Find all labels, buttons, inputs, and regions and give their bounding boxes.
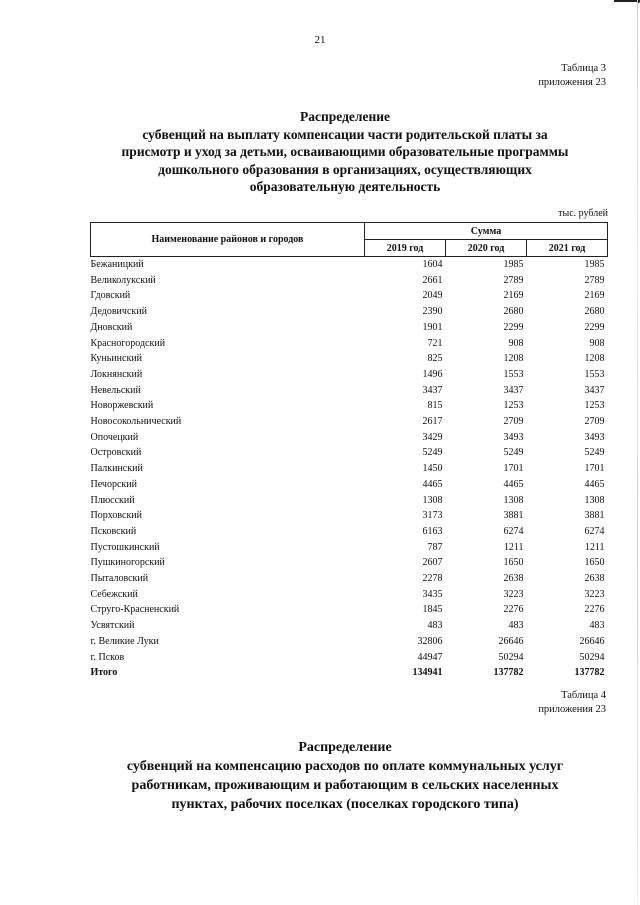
table4-ref-line2: приложения 23 (538, 704, 606, 715)
value-2019: 134941 (412, 667, 443, 679)
scan-edge (637, 0, 638, 905)
value-2019: 1604 (422, 259, 443, 270)
table3-data-table (90, 222, 608, 681)
table3-title-line: дошкольного образования в организациях, осуществляющих (158, 161, 532, 177)
district-name: Пустошкинский (90, 541, 160, 553)
value-2019: 1450 (422, 463, 443, 475)
table-row (91, 618, 608, 634)
table3-title-line: субвенций на выплату компенсации части родительской платы за (142, 126, 548, 142)
table3-title-line: образовательную деятельность (249, 179, 441, 194)
district-name: Куньинский (90, 353, 143, 365)
table-row (91, 414, 608, 430)
table3-ref-line2: приложения 23 (538, 77, 606, 88)
table3-title-line: присмотр и уход за детьми, осваивающими образовательные программы (121, 144, 569, 159)
district-name: Опочецкий (90, 431, 139, 443)
district-name: Усвятский (90, 620, 135, 632)
value-2019: 3173 (422, 510, 443, 522)
value-2021: 50294 (579, 651, 605, 663)
value-2019: 2607 (422, 557, 443, 569)
value-2021: 2276 (584, 604, 605, 616)
value-2019: 3429 (422, 431, 443, 443)
district-name: Бежаницкий (90, 259, 144, 270)
district-name: Себежский (90, 588, 138, 600)
value-2020: 1985 (503, 259, 524, 270)
district-name: Псковский (90, 525, 137, 537)
value-2020: 1701 (503, 463, 524, 475)
district-name: Плюсский (90, 494, 135, 506)
value-2021: 2638 (584, 573, 605, 585)
value-2020: 3881 (503, 510, 524, 522)
value-2020: 6274 (503, 525, 524, 537)
table-row (91, 336, 608, 352)
column-header-sum: Сумма (365, 223, 608, 240)
value-2019: 2049 (422, 290, 443, 302)
value-2019: 815 (427, 400, 443, 412)
value-2020: 1650 (503, 557, 524, 569)
table-row (91, 398, 608, 414)
value-2021: 1308 (584, 494, 605, 506)
value-2019: 825 (427, 353, 443, 365)
district-name: г. Псков (90, 651, 125, 663)
value-2021: 1701 (584, 463, 605, 475)
value-2021: 1985 (584, 259, 605, 270)
value-2021: 26646 (579, 635, 605, 647)
value-2021: 1650 (584, 557, 605, 569)
district-name: Палкинский (90, 463, 143, 475)
value-2019: 5249 (422, 447, 443, 459)
table-row (91, 367, 608, 383)
page-number: 21 (314, 34, 326, 46)
value-2021: 1208 (584, 353, 605, 365)
district-name: Невельский (90, 384, 141, 396)
district-name: Островский (90, 447, 142, 459)
column-header-2019: 2019 год (365, 240, 446, 257)
value-2019: 6163 (422, 525, 443, 537)
table-row (91, 508, 608, 524)
value-2020: 1211 (503, 541, 524, 553)
value-2020: 26646 (498, 635, 524, 647)
district-name: Дновский (90, 321, 133, 333)
value-2021: 908 (589, 337, 605, 349)
district-name: Великолукский (90, 274, 156, 286)
column-header-2020: 2020 год (446, 240, 527, 257)
value-2019: 2661 (422, 274, 443, 286)
value-2019: 3437 (422, 384, 443, 396)
district-name: Печорский (90, 478, 137, 490)
table-row (91, 383, 608, 399)
table-row (91, 257, 608, 273)
value-2020: 1308 (503, 494, 524, 506)
table-row (91, 320, 608, 336)
value-2020: 2680 (503, 306, 524, 318)
district-name: Красногородский (90, 337, 166, 349)
value-2019: 2390 (422, 306, 443, 318)
table-row (91, 288, 608, 304)
value-2019: 1308 (422, 494, 443, 506)
value-2020: 2276 (503, 604, 524, 616)
table-row (91, 587, 608, 603)
value-2020: 483 (508, 620, 524, 632)
district-name: Новосокольнический (90, 416, 182, 428)
units-label: тыс. рублей (558, 208, 608, 219)
table4-reference (538, 689, 606, 717)
value-2021: 2680 (584, 306, 605, 318)
value-2020: 5249 (503, 447, 524, 459)
value-2020: 1553 (503, 368, 524, 380)
value-2020: 908 (508, 337, 524, 349)
table-row (91, 555, 608, 571)
value-2021: 3437 (584, 384, 605, 396)
value-2020: 2638 (503, 573, 524, 585)
value-2021: 483 (589, 620, 605, 632)
value-2019: 3435 (422, 588, 443, 600)
value-2021: 2299 (584, 321, 605, 333)
value-2019: 1901 (422, 321, 443, 333)
district-name: Пыталовский (90, 573, 149, 585)
table4-title-line: субвенций на компенсацию расходов по оплате коммунальных услуг (126, 759, 564, 774)
value-2019: 44947 (417, 651, 443, 663)
value-2020: 2169 (503, 290, 524, 302)
value-2019: 4465 (422, 478, 443, 490)
table4-title-line: пунктах, рабочих поселках (поселках городского типа) (171, 797, 519, 812)
table3-body (91, 257, 608, 681)
table-row (91, 445, 608, 461)
value-2020: 1208 (503, 353, 524, 365)
district-name: Пушкиногорский (90, 557, 165, 569)
value-2019: 1496 (422, 368, 443, 380)
table3-reference (538, 62, 606, 90)
value-2020: 3493 (503, 431, 524, 443)
table-row (91, 461, 608, 477)
value-2019: 32806 (417, 635, 443, 647)
value-2019: 721 (427, 337, 443, 349)
value-2021: 137782 (574, 667, 605, 679)
value-2020: 3223 (503, 588, 524, 600)
table-row (91, 351, 608, 367)
table-row (91, 540, 608, 556)
table-row (91, 477, 608, 493)
table4-title-line: работникам, проживающим и работающим в сельских населенных (131, 778, 559, 793)
table4-title (70, 738, 620, 814)
value-2020: 2789 (503, 274, 524, 286)
value-2020: 2299 (503, 321, 524, 333)
table3-title-line: Распределение (299, 109, 391, 124)
table4-title-line: Распределение (298, 740, 392, 755)
district-name: Локнянский (90, 368, 143, 380)
table-row (91, 650, 608, 666)
value-2020: 2709 (503, 416, 524, 428)
table-row (91, 493, 608, 509)
value-2020: 1253 (503, 400, 524, 412)
district-name: Струго-Красненский (90, 604, 180, 616)
value-2021: 2789 (584, 274, 605, 286)
table-row (91, 524, 608, 540)
table-row (91, 273, 608, 289)
table-row (91, 430, 608, 446)
district-name: Порховский (90, 510, 143, 522)
table-row (91, 304, 608, 320)
value-2019: 2278 (422, 573, 443, 585)
value-2021: 2169 (584, 290, 605, 302)
value-2020: 50294 (498, 651, 524, 663)
total-row (91, 665, 608, 681)
value-2019: 787 (427, 541, 443, 553)
district-name: г. Великие Луки (90, 635, 159, 647)
table-row (91, 634, 608, 650)
value-2019: 483 (427, 620, 443, 632)
district-name: Гдовский (90, 290, 131, 302)
value-2021: 5249 (584, 447, 605, 459)
table-row (91, 571, 608, 587)
value-2021: 1211 (584, 541, 605, 553)
table3-ref-line1: Таблица 3 (561, 63, 606, 74)
total-label: Итого (90, 667, 118, 679)
value-2021: 4465 (584, 478, 605, 490)
value-2020: 137782 (493, 667, 524, 679)
column-header-name: Наименование районов и городов (91, 223, 365, 257)
value-2021: 1253 (584, 400, 605, 412)
value-2021: 2709 (584, 416, 605, 428)
table4-ref-line1: Таблица 4 (561, 690, 606, 701)
table-row (91, 602, 608, 618)
table3-title (70, 108, 620, 196)
value-2021: 3223 (584, 588, 605, 600)
value-2021: 6274 (584, 525, 605, 537)
value-2021: 3881 (584, 510, 605, 522)
column-header-2021: 2021 год (527, 240, 608, 257)
value-2021: 3493 (584, 431, 605, 443)
value-2020: 3437 (503, 384, 524, 396)
district-name: Новоржевский (90, 400, 154, 412)
value-2019: 1845 (422, 604, 443, 616)
district-name: Дедовичский (90, 306, 147, 318)
value-2020: 4465 (503, 478, 524, 490)
value-2021: 1553 (584, 368, 605, 380)
value-2019: 2617 (422, 416, 443, 428)
